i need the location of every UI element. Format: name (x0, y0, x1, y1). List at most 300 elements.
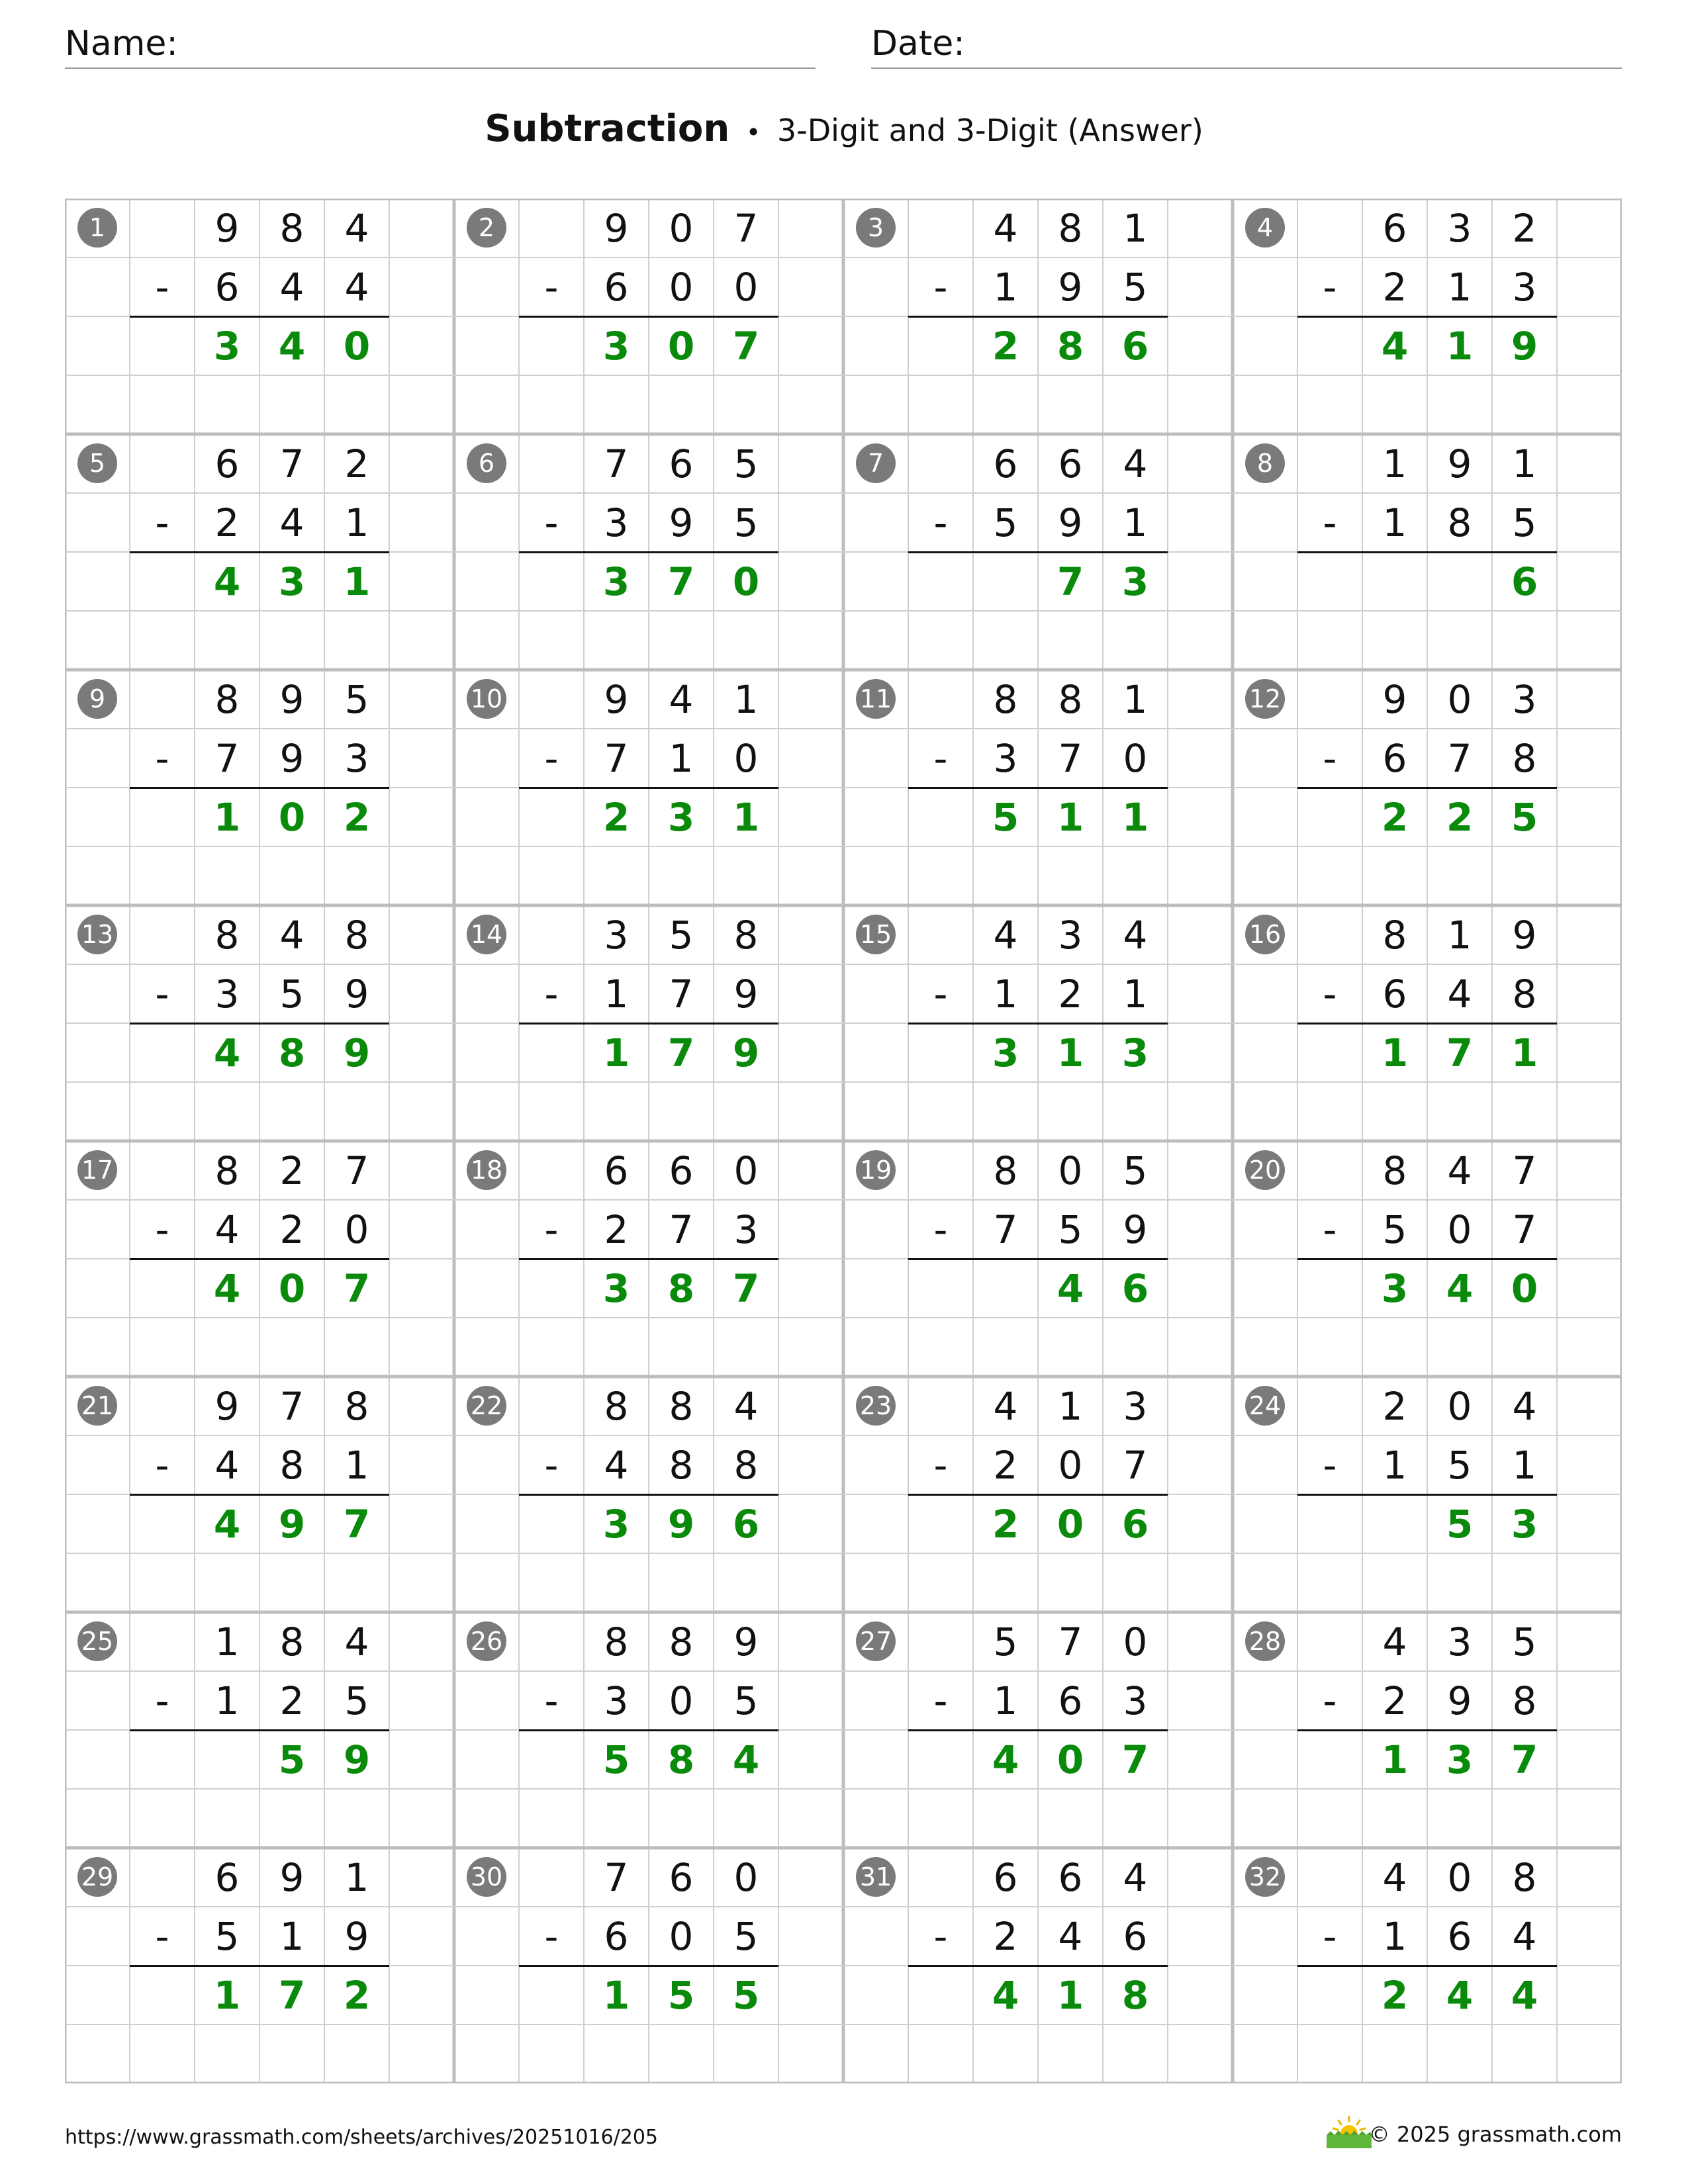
subtrahend-digit: 6 (1382, 735, 1407, 781)
problem-number-badge: 4 (1245, 208, 1285, 248)
subtrahend-digit: 2 (279, 1206, 305, 1252)
subtrahend-digit: 3 (604, 500, 629, 545)
minuend-digit: 8 (279, 205, 305, 251)
answer-rule-line (1297, 1494, 1557, 1496)
subtrahend-digit: 1 (604, 971, 629, 1017)
subtrahend-digit: 7 (669, 971, 694, 1017)
answer-digit: 3 (1511, 1501, 1538, 1547)
answer-digit: 7 (343, 1501, 371, 1547)
subtrahend-digit: 2 (1382, 1678, 1407, 1723)
minuend-digit: 8 (669, 1383, 694, 1429)
subtrahend-digit: 4 (1512, 1913, 1537, 1959)
minus-operator: - (155, 500, 169, 545)
subtrahend-digit: 8 (1512, 1678, 1537, 1723)
minuend-digit: 8 (1058, 676, 1083, 722)
subtrahend-digit: 3 (604, 1678, 629, 1723)
answer-digit: 9 (732, 1030, 760, 1075)
minus-operator: - (544, 1442, 559, 1488)
problem-number-badge: 21 (77, 1386, 117, 1426)
minuend-digit: 8 (344, 1383, 369, 1429)
minuend-digit: 2 (279, 1148, 305, 1193)
answer-digit: 9 (667, 1501, 695, 1547)
minuend-digit: 4 (1123, 912, 1148, 958)
subtrahend-digit: 1 (344, 500, 369, 545)
subtrahend-digit: 6 (1447, 1913, 1472, 1959)
subtrahend-digit: 1 (993, 264, 1018, 310)
answer-digit: 4 (1446, 1265, 1474, 1311)
minus-operator: - (933, 1913, 948, 1959)
minus-operator: - (155, 1206, 169, 1252)
minuend-digit: 4 (344, 205, 369, 251)
subtrahend-digit: 2 (1382, 264, 1407, 310)
answer-digit: 5 (992, 794, 1019, 840)
problem-number-badge: 13 (77, 915, 117, 954)
answer-digit: 1 (343, 559, 371, 604)
answer-digit: 0 (1056, 1737, 1084, 1782)
answer-digit: 9 (1511, 323, 1538, 369)
subtrahend-digit: 4 (279, 500, 305, 545)
answer-digit: 2 (992, 323, 1019, 369)
minus-operator: - (155, 1678, 169, 1723)
minuend-digit: 9 (733, 1619, 759, 1664)
answer-digit: 0 (732, 559, 760, 604)
subtrahend-digit: 7 (993, 1206, 1018, 1252)
answer-rule-line (908, 1965, 1168, 1967)
minuend-digit: 4 (1382, 1619, 1407, 1664)
worksheet-title (0, 106, 1688, 156)
minuend-digit: 1 (344, 1854, 369, 1900)
answer-digit: 4 (1381, 323, 1409, 369)
answer-rule-line (908, 787, 1168, 789)
subtrahend-digit: 6 (604, 264, 629, 310)
answer-digit: 4 (213, 1265, 241, 1311)
minus-operator: - (544, 500, 559, 545)
subtrahend-digit: 0 (733, 264, 759, 310)
minuend-digit: 9 (1512, 912, 1537, 958)
minus-operator: - (1323, 1206, 1337, 1252)
answer-rule-line (908, 1023, 1168, 1024)
answer-rule-line (130, 316, 389, 318)
subtrahend-digit: 9 (669, 500, 694, 545)
minus-operator: - (544, 1678, 559, 1723)
minuend-digit: 6 (993, 1854, 1018, 1900)
problem-number-badge: 30 (467, 1857, 506, 1897)
problem-number-badge: 9 (77, 679, 117, 719)
answer-digit: 3 (1381, 1265, 1409, 1311)
answer-digit: 0 (1056, 1501, 1084, 1547)
subtrahend-digit: 8 (1512, 971, 1537, 1017)
minus-operator: - (1323, 971, 1337, 1017)
answer-rule-line (1297, 1258, 1557, 1260)
answer-digit: 4 (1446, 1972, 1474, 2018)
answer-digit: 0 (278, 794, 306, 840)
sun-grass-logo-icon (1325, 2115, 1373, 2150)
minuend-digit: 3 (1058, 912, 1083, 958)
footer-copyright: © 2025 grassmath.com (1368, 2122, 1622, 2147)
answer-digit: 1 (1446, 323, 1474, 369)
answer-digit: 2 (1446, 794, 1474, 840)
minuend-digit: 6 (604, 1148, 629, 1193)
answer-rule-line (1297, 316, 1557, 318)
answer-digit: 8 (1121, 1972, 1149, 2018)
answer-digit: 3 (992, 1030, 1019, 1075)
answer-digit: 2 (1381, 794, 1409, 840)
answer-digit: 0 (667, 323, 695, 369)
minuend-digit: 4 (1512, 1383, 1537, 1429)
answer-digit: 8 (278, 1030, 306, 1075)
subtrahend-digit: 3 (214, 971, 240, 1017)
answer-digit: 6 (1121, 323, 1149, 369)
answer-digit: 3 (602, 1265, 630, 1311)
problem-number-badge: 24 (1245, 1386, 1285, 1426)
minuend-digit: 3 (1123, 1383, 1148, 1429)
subtrahend-digit: 8 (1447, 500, 1472, 545)
subtrahend-digit: 1 (1512, 1442, 1537, 1488)
answer-rule-line (519, 787, 778, 789)
subtrahend-digit: 6 (1058, 1678, 1083, 1723)
answer-digit: 3 (602, 559, 630, 604)
minuend-digit: 2 (1512, 205, 1537, 251)
subtrahend-digit: 6 (1123, 1913, 1148, 1959)
subtrahend-digit: 5 (1447, 1442, 1472, 1488)
problem-number-badge: 15 (856, 915, 896, 954)
minuend-digit: 4 (993, 1383, 1018, 1429)
answer-digit: 7 (667, 1030, 695, 1075)
problem-number-badge: 27 (856, 1621, 896, 1661)
minuend-digit: 0 (1447, 1854, 1472, 1900)
minus-operator: - (155, 971, 169, 1017)
answer-digit: 7 (732, 323, 760, 369)
minuend-digit: 9 (1447, 441, 1472, 486)
subtrahend-digit: 0 (669, 1913, 694, 1959)
minuend-digit: 4 (733, 1383, 759, 1429)
answer-rule-line (908, 1729, 1168, 1731)
answer-rule-line (1297, 1729, 1557, 1731)
minuend-digit: 7 (604, 441, 629, 486)
minuend-digit: 0 (1447, 1383, 1472, 1429)
problem-number-badge: 20 (1245, 1150, 1285, 1190)
minuend-digit: 4 (993, 912, 1018, 958)
answer-digit: 1 (1056, 1030, 1084, 1075)
problem-number-badge: 10 (467, 679, 506, 719)
minuend-digit: 5 (344, 676, 369, 722)
footer-url: https://www.grassmath.com/sheets/archives/20251016/205 (65, 2126, 659, 2149)
minuend-digit: 9 (214, 1383, 240, 1429)
subtrahend-digit: 5 (733, 1678, 759, 1723)
problem-number-badge: 18 (467, 1150, 506, 1190)
answer-digit: 1 (602, 1972, 630, 2018)
minuend-digit: 3 (1447, 205, 1472, 251)
answer-rule-line (908, 316, 1168, 318)
answer-digit: 7 (343, 1265, 371, 1311)
minuend-digit: 4 (669, 676, 694, 722)
subtrahend-digit: 5 (344, 1678, 369, 1723)
answer-digit: 1 (1056, 794, 1084, 840)
answer-rule-line (1297, 551, 1557, 553)
subtrahend-digit: 1 (669, 735, 694, 781)
subtrahend-digit: 5 (214, 1913, 240, 1959)
subtrahend-digit: 5 (1382, 1206, 1407, 1252)
answer-digit: 0 (1511, 1265, 1538, 1311)
minuend-digit: 4 (1123, 1854, 1148, 1900)
minuend-digit: 7 (604, 1854, 629, 1900)
minuend-digit: 6 (669, 441, 694, 486)
subtrahend-digit: 7 (604, 735, 629, 781)
answer-digit: 8 (667, 1265, 695, 1311)
minuend-digit: 9 (1382, 676, 1407, 722)
subtrahend-digit: 4 (604, 1442, 629, 1488)
answer-digit: 4 (213, 1501, 241, 1547)
subtrahend-digit: 3 (993, 735, 1018, 781)
minuend-digit: 8 (1058, 205, 1083, 251)
subtrahend-digit: 7 (1447, 735, 1472, 781)
problem-number-badge: 22 (467, 1386, 506, 1426)
minuend-digit: 4 (1123, 441, 1148, 486)
minuend-digit: 6 (669, 1854, 694, 1900)
answer-rule-line (1297, 1965, 1557, 1967)
minuend-digit: 4 (1382, 1854, 1407, 1900)
minus-operator: - (155, 264, 169, 310)
subtrahend-digit: 2 (214, 500, 240, 545)
answer-digit: 3 (278, 559, 306, 604)
minuend-digit: 3 (604, 912, 629, 958)
answer-digit: 4 (1511, 1972, 1538, 2018)
title-subtitle: 3-Digit and 3-Digit (Answer) (776, 113, 1203, 148)
subtrahend-digit: 9 (1058, 500, 1083, 545)
answer-rule-line (1297, 787, 1557, 789)
minuend-digit: 5 (993, 1619, 1018, 1664)
answer-digit: 1 (1121, 794, 1149, 840)
subtrahend-digit: 0 (669, 264, 694, 310)
minuend-digit: 8 (1382, 1148, 1407, 1193)
minuend-digit: 8 (669, 1619, 694, 1664)
subtrahend-digit: 7 (1058, 735, 1083, 781)
minus-operator: - (1323, 1913, 1337, 1959)
minuend-digit: 6 (1058, 1854, 1083, 1900)
answer-digit: 5 (1446, 1501, 1474, 1547)
minus-operator: - (1323, 735, 1337, 781)
subtrahend-digit: 5 (733, 1913, 759, 1959)
subtrahend-digit: 8 (279, 1442, 305, 1488)
subtrahend-digit: 5 (733, 500, 759, 545)
subtrahend-digit: 1 (279, 1913, 305, 1959)
problem-number-badge: 16 (1245, 915, 1285, 954)
minus-operator: - (1323, 500, 1337, 545)
answer-rule-line (908, 1494, 1168, 1496)
minus-operator: - (155, 1913, 169, 1959)
answer-digit: 4 (278, 323, 306, 369)
subtrahend-digit: 0 (1123, 735, 1148, 781)
name-label: Name: (65, 24, 178, 64)
minus-operator: - (1323, 264, 1337, 310)
minuend-digit: 9 (214, 205, 240, 251)
subtrahend-digit: 1 (344, 1442, 369, 1488)
answer-digit: 1 (1056, 1972, 1084, 2018)
subtrahend-digit: 9 (1123, 1206, 1148, 1252)
minuend-digit: 0 (669, 205, 694, 251)
answer-rule-line (130, 1494, 389, 1496)
subtrahend-digit: 1 (214, 1678, 240, 1723)
minuend-digit: 2 (1382, 1383, 1407, 1429)
minuend-digit: 1 (733, 676, 759, 722)
problem-number-badge: 3 (856, 208, 896, 248)
answer-digit: 8 (1056, 323, 1084, 369)
answer-rule-line (130, 1729, 389, 1731)
minuend-digit: 4 (993, 205, 1018, 251)
answer-digit: 1 (602, 1030, 630, 1075)
answer-digit: 2 (343, 794, 371, 840)
subtrahend-digit: 3 (344, 735, 369, 781)
minuend-digit: 1 (214, 1619, 240, 1664)
minuend-digit: 2 (344, 441, 369, 486)
subtrahend-digit: 4 (214, 1206, 240, 1252)
answer-digit: 7 (667, 559, 695, 604)
answer-digit: 5 (732, 1972, 760, 2018)
minuend-digit: 1 (1512, 441, 1537, 486)
answer-rule-line (130, 1258, 389, 1260)
minuend-digit: 0 (1447, 676, 1472, 722)
answer-digit: 1 (213, 1972, 241, 2018)
minuend-digit: 6 (214, 441, 240, 486)
answer-digit: 6 (1121, 1265, 1149, 1311)
answer-digit: 4 (992, 1737, 1019, 1782)
subtrahend-digit: 0 (1058, 1442, 1083, 1488)
minus-operator: - (933, 1678, 948, 1723)
minuend-digit: 1 (1382, 441, 1407, 486)
subtrahend-digit: 3 (1123, 1678, 1148, 1723)
subtrahend-digit: 8 (733, 1442, 759, 1488)
answer-rule-line (519, 1494, 778, 1496)
subtrahend-digit: 7 (669, 1206, 694, 1252)
minuend-digit: 8 (1512, 1854, 1537, 1900)
subtrahend-digit: 7 (1512, 1206, 1537, 1252)
minus-operator: - (933, 500, 948, 545)
problem-number-badge: 26 (467, 1621, 506, 1661)
answer-rule-line (519, 1965, 778, 1967)
minuend-digit: 8 (279, 1619, 305, 1664)
subtrahend-digit: 9 (1058, 264, 1083, 310)
answer-digit: 7 (1446, 1030, 1474, 1075)
minuend-digit: 7 (279, 1383, 305, 1429)
answer-rule-line (519, 1023, 778, 1024)
minuend-digit: 6 (993, 441, 1018, 486)
answer-digit: 2 (602, 794, 630, 840)
minuend-digit: 8 (214, 912, 240, 958)
minuend-digit: 4 (1447, 1148, 1472, 1193)
answer-rule-line (130, 551, 389, 553)
answer-digit: 5 (602, 1737, 630, 1782)
answer-digit: 7 (1511, 1737, 1538, 1782)
subtrahend-digit: 1 (993, 971, 1018, 1017)
answer-digit: 1 (213, 794, 241, 840)
answer-digit: 3 (1446, 1737, 1474, 1782)
answer-rule-line (130, 1965, 389, 1967)
minus-operator: - (933, 1206, 948, 1252)
minuend-digit: 9 (604, 676, 629, 722)
subtrahend-digit: 9 (279, 735, 305, 781)
answer-digit: 7 (732, 1265, 760, 1311)
problem-number-badge: 28 (1245, 1621, 1285, 1661)
subtrahend-digit: 2 (993, 1913, 1018, 1959)
minuend-digit: 6 (1382, 205, 1407, 251)
answer-digit: 0 (343, 323, 371, 369)
answer-digit: 3 (602, 323, 630, 369)
minuend-digit: 8 (214, 1148, 240, 1193)
minuend-digit: 7 (1058, 1619, 1083, 1664)
subtrahend-digit: 2 (993, 1442, 1018, 1488)
subtrahend-digit: 6 (214, 264, 240, 310)
answer-digit: 2 (343, 1972, 371, 2018)
title-separator: • (745, 118, 761, 147)
subtrahend-digit: 1 (1382, 500, 1407, 545)
subtrahend-digit: 4 (1447, 971, 1472, 1017)
problem-number-badge: 31 (856, 1857, 896, 1897)
answer-digit: 3 (602, 1501, 630, 1547)
minus-operator: - (1323, 1678, 1337, 1723)
minuend-digit: 8 (214, 676, 240, 722)
subtrahend-digit: 7 (214, 735, 240, 781)
subtrahend-digit: 5 (279, 971, 305, 1017)
subtrahend-digit: 1 (1123, 971, 1148, 1017)
subtrahend-digit: 2 (1058, 971, 1083, 1017)
minus-operator: - (544, 1913, 559, 1959)
minuend-digit: 7 (279, 441, 305, 486)
date-field[interactable] (871, 20, 1622, 69)
minus-operator: - (1323, 1442, 1337, 1488)
name-field[interactable] (65, 20, 816, 69)
answer-rule-line (519, 551, 778, 553)
minuend-digit: 6 (214, 1854, 240, 1900)
title-main: Subtraction (485, 107, 730, 150)
problem-number-badge: 6 (467, 443, 506, 483)
minuend-digit: 0 (733, 1148, 759, 1193)
answer-rule-line (519, 316, 778, 318)
minus-operator: - (933, 735, 948, 781)
subtrahend-digit: 7 (1123, 1442, 1148, 1488)
minus-operator: - (933, 971, 948, 1017)
minuend-digit: 9 (279, 1854, 305, 1900)
subtrahend-digit: 0 (733, 735, 759, 781)
minuend-digit: 3 (1512, 676, 1537, 722)
subtrahend-digit: 3 (733, 1206, 759, 1252)
subtrahend-digit: 4 (214, 1442, 240, 1488)
problem-number-badge: 23 (856, 1386, 896, 1426)
subtrahend-digit: 5 (1058, 1206, 1083, 1252)
subtrahend-digit: 4 (344, 264, 369, 310)
subtrahend-digit: 5 (1123, 264, 1148, 310)
answer-digit: 9 (278, 1501, 306, 1547)
subtrahend-digit: 6 (604, 1913, 629, 1959)
answer-digit: 3 (1121, 1030, 1149, 1075)
minuend-digit: 6 (669, 1148, 694, 1193)
subtrahend-digit: 2 (279, 1678, 305, 1723)
answer-rule-line (908, 551, 1168, 553)
minuend-digit: 1 (1123, 676, 1148, 722)
minuend-digit: 8 (604, 1619, 629, 1664)
problem-number-badge: 14 (467, 915, 506, 954)
answer-digit: 3 (1121, 559, 1149, 604)
minus-operator: - (544, 1206, 559, 1252)
minuend-digit: 8 (1382, 912, 1407, 958)
minuend-digit: 0 (733, 1854, 759, 1900)
problem-number-badge: 1 (77, 208, 117, 248)
minuend-digit: 7 (733, 205, 759, 251)
subtrahend-digit: 1 (1382, 1913, 1407, 1959)
minuend-digit: 4 (279, 912, 305, 958)
answer-digit: 7 (278, 1972, 306, 2018)
answer-digit: 6 (1121, 1501, 1149, 1547)
minus-operator: - (933, 264, 948, 310)
